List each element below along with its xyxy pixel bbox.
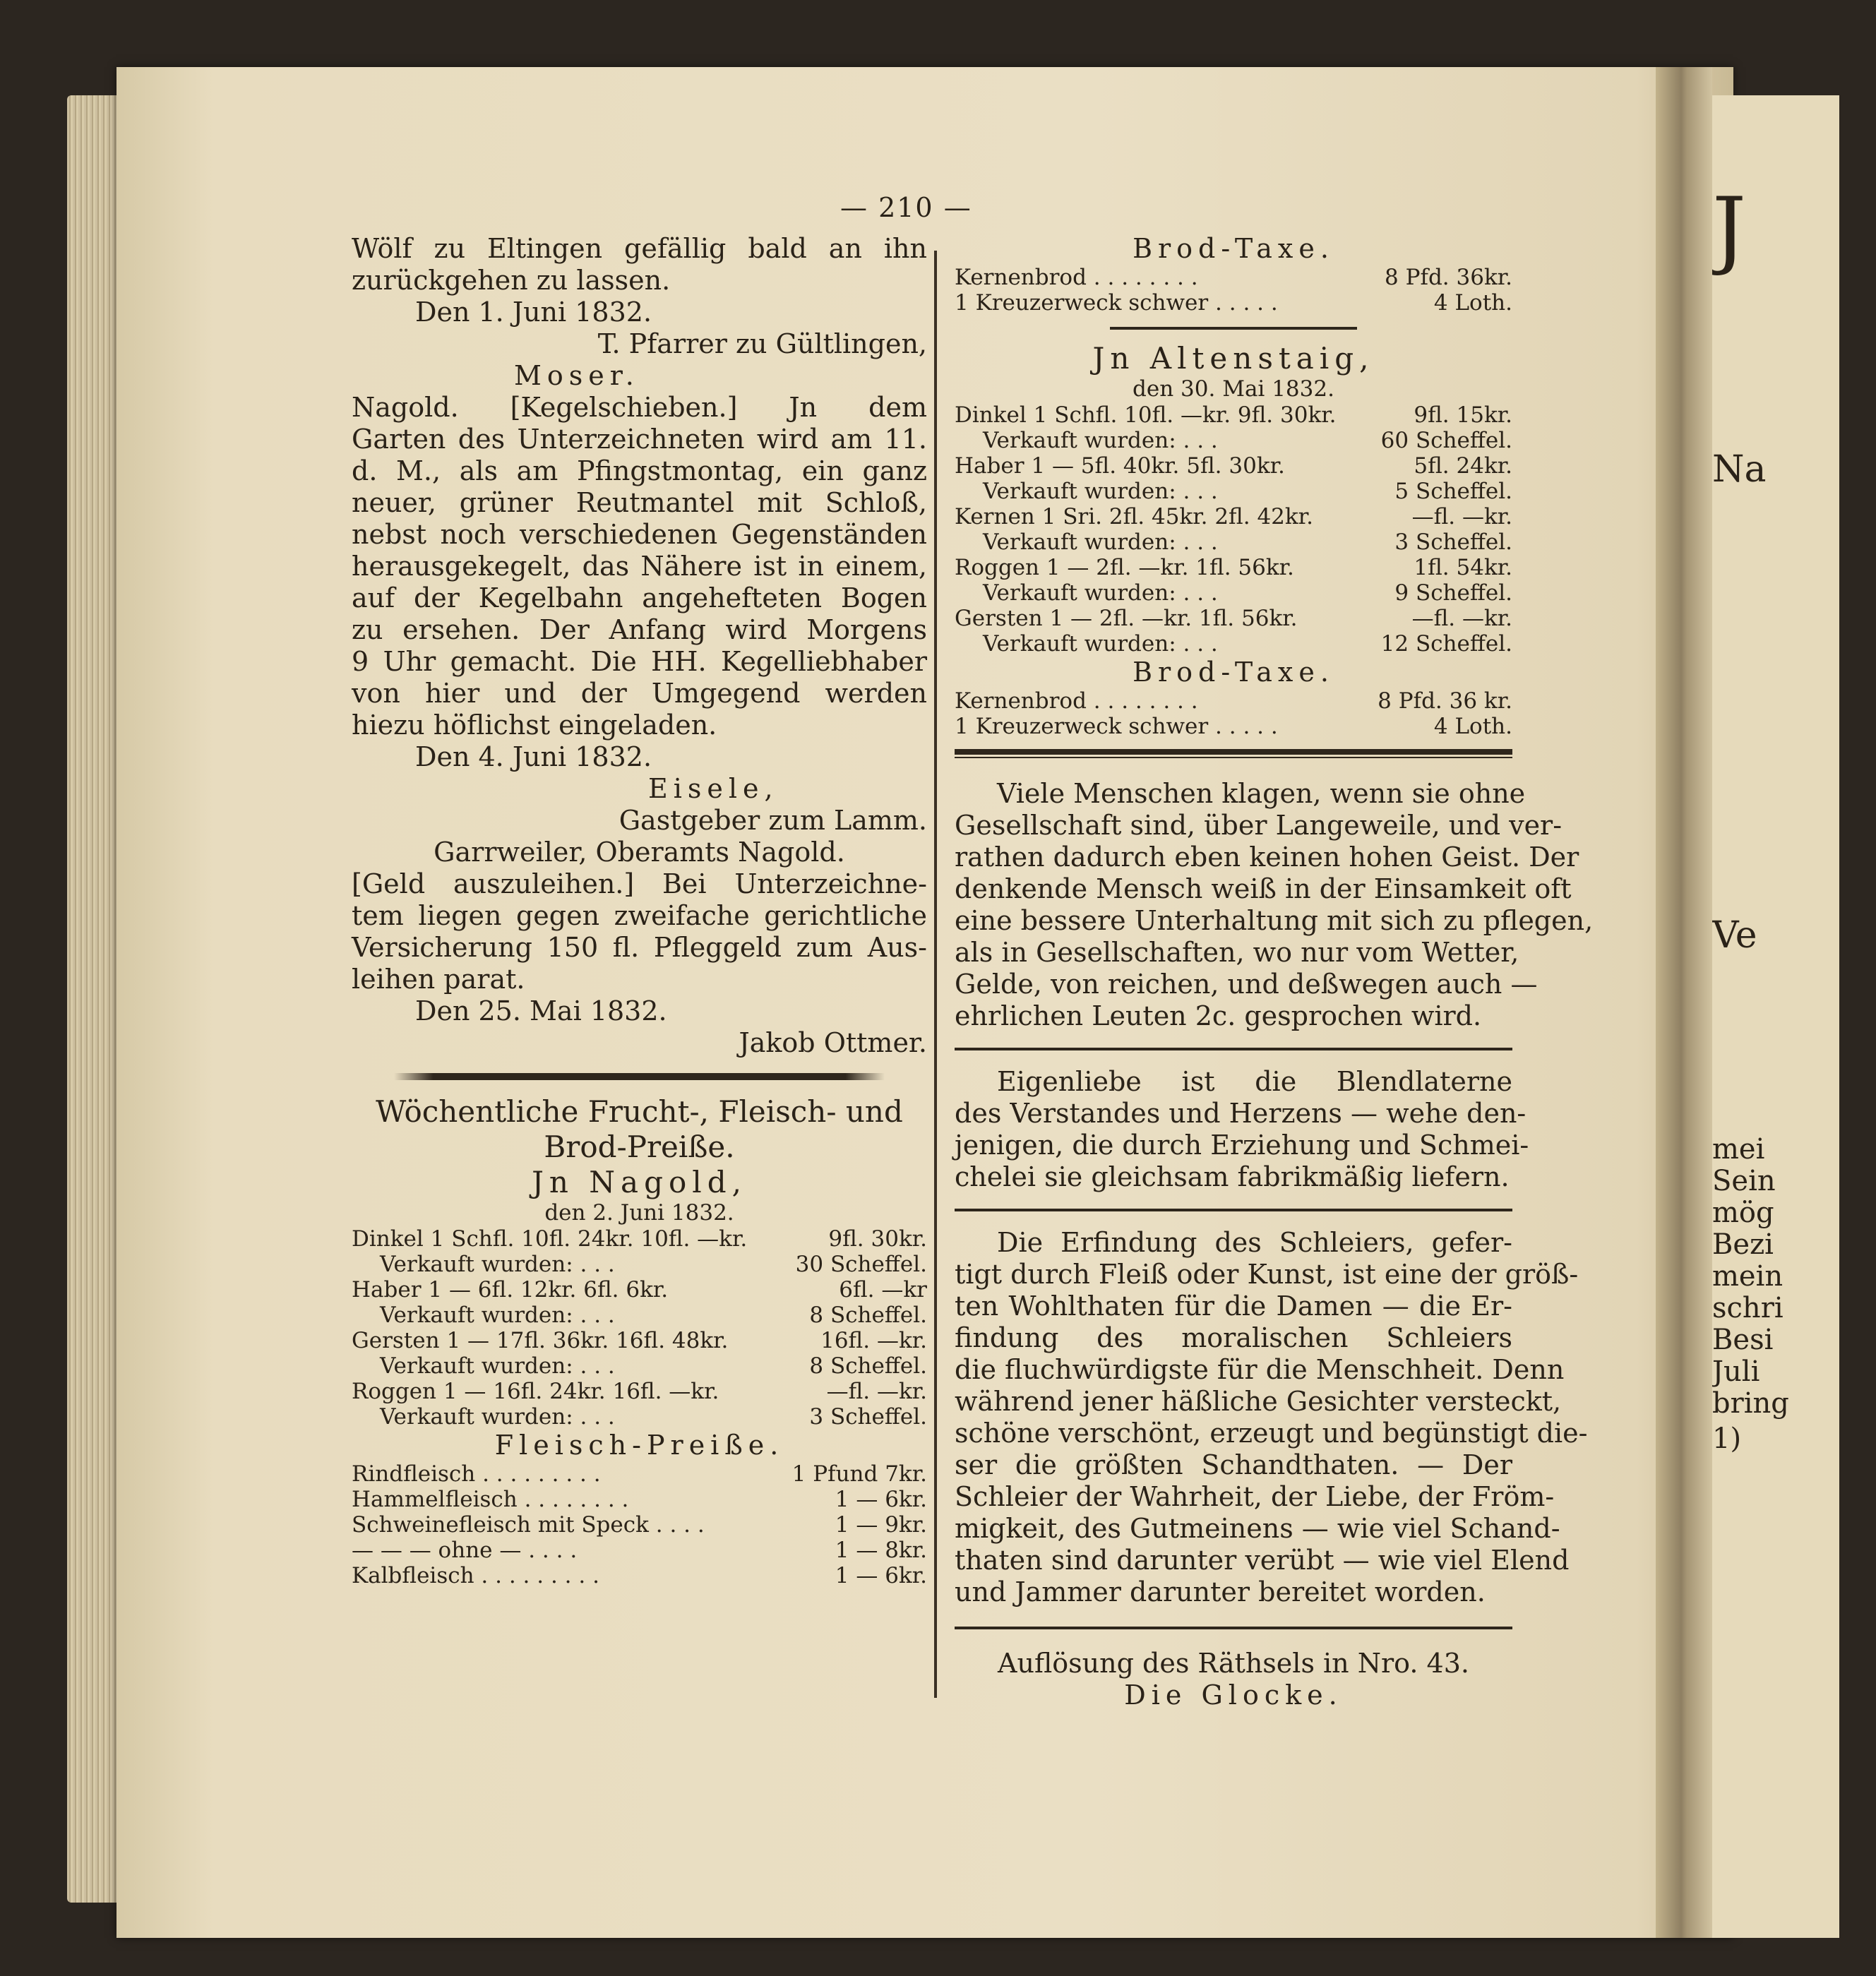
text-line: schöne verschönt, erzeugt und begünstigt die- <box>955 1418 1588 1449</box>
price-row <box>955 453 1512 479</box>
brod-label: Kernenbrod . . . . . . . . <box>955 688 1198 714</box>
meat-heading: Fleisch-Preiße. <box>494 1430 784 1461</box>
next-page-fragment: schri <box>1712 1292 1784 1324</box>
divider-rule <box>955 1627 1512 1629</box>
price-row <box>352 1303 927 1328</box>
signature-name: Moser. <box>514 360 640 391</box>
text-line: Garrweiler, Oberamts Nagold. <box>434 837 845 868</box>
meat-row <box>352 1487 927 1512</box>
book-gutter <box>1656 67 1712 1938</box>
text-line: d. M., als am Pfingstmontag, ein ganz <box>352 455 927 486</box>
price-value: 30 Scheffel. <box>795 1252 927 1277</box>
price-row <box>352 1252 927 1277</box>
divider-rule <box>955 1209 1512 1211</box>
brod-label: 1 Kreuzerweck schwer . . . . . <box>955 714 1278 739</box>
divider-rule <box>955 1048 1512 1050</box>
left-column <box>352 233 927 1588</box>
price-label: Verkauft wurden: . . . <box>983 479 1218 504</box>
price-value: 16fl. —kr. <box>820 1328 927 1353</box>
text-line: jenigen, die durch Erziehung und Schmei- <box>955 1130 1529 1161</box>
text-line: Nagold. [Kegelschieben.] Jn dem <box>352 392 927 423</box>
text-line: denkende Mensch weiß in der Einsamkeit oft <box>955 873 1572 904</box>
next-page-fragment: mei <box>1712 1133 1765 1166</box>
signature-name: Eisele, <box>648 773 779 804</box>
signature-name: Jakob Ottmer. <box>739 1027 927 1058</box>
price-row <box>955 631 1512 657</box>
price-label: Kernen 1 Sri. 2fl. 45kr. 2fl. 42kr. <box>955 504 1313 529</box>
text-line: leihen parat. <box>352 964 525 995</box>
price-label: Roggen 1 — 16fl. 24kr. 16fl. —kr. <box>352 1379 719 1404</box>
price-row <box>955 529 1512 555</box>
next-page-fragment: Besi <box>1712 1324 1774 1356</box>
text-line: [Geld auszuleihen.] Bei Unterzeichne- <box>352 868 927 899</box>
price-row <box>352 1226 927 1252</box>
text-line: 9 Uhr gemacht. Die HH. Kegelliebhaber <box>352 646 927 677</box>
meat-row <box>352 1538 927 1563</box>
price-label: Verkauft wurden: . . . <box>983 428 1218 453</box>
price-value: 60 Scheffel. <box>1380 428 1512 453</box>
meat-value: 1 — 8kr. <box>835 1538 927 1563</box>
price-row <box>955 479 1512 504</box>
text-line: Gesellschaft sind, über Langeweile, und ver- <box>955 810 1563 841</box>
next-page-strip <box>1712 95 1839 1938</box>
price-label: Dinkel 1 Schfl. 10fl. —kr. 9fl. 30kr. <box>955 402 1337 428</box>
text-line: migkeit, des Gutmeinens — wie viel Schand- <box>955 1513 1560 1544</box>
riddle-answer: Die Glocke. <box>1124 1679 1343 1711</box>
price-value: —fl. —kr. <box>1411 504 1512 529</box>
price-value: 1fl. 54kr. <box>1414 555 1512 580</box>
next-page-fragment: Sein <box>1712 1165 1776 1197</box>
text-line: des Verstandes und Herzens — wehe den- <box>955 1098 1527 1129</box>
brod-label: Kernenbrod . . . . . . . . <box>955 265 1198 290</box>
brod-row <box>955 714 1512 739</box>
signature-line: T. Pfarrer zu Gültlingen, <box>597 328 927 359</box>
meat-value: 1 — 6kr. <box>835 1487 927 1512</box>
date-line: Den 4. Juni 1832. <box>415 741 652 772</box>
brod-heading: Brod-Taxe. <box>1133 657 1334 688</box>
text-line: Versicherung 150 fl. Pfleggeld zum Aus- <box>352 932 927 963</box>
price-label: Verkauft wurden: . . . <box>983 580 1218 606</box>
price-label: Gersten 1 — 17fl. 36kr. 16fl. 48kr. <box>352 1328 729 1353</box>
price-row <box>352 1277 927 1303</box>
price-label: Roggen 1 — 2fl. —kr. 1fl. 56kr. <box>955 555 1294 580</box>
text-line: Die Erfindung des Schleiers, gefer- <box>997 1227 1512 1258</box>
text-line: thaten sind darunter verübt — wie viel Elend <box>955 1545 1570 1576</box>
text-line: auf der Kegelbahn angehefteten Bogen <box>352 582 927 613</box>
brod-value: 4 Loth. <box>1433 714 1512 739</box>
text-line: Eigenliebe ist die Blendlaterne <box>997 1066 1512 1097</box>
column-divider <box>934 251 937 1698</box>
market-date: den 30. Mai 1832. <box>1133 376 1334 402</box>
meat-value: 1 — 6kr. <box>835 1563 927 1588</box>
text-line: rathen dadurch eben keinen hohen Geist. Der <box>955 842 1579 873</box>
text-line: und Jammer darunter bereitet worden. <box>955 1576 1486 1607</box>
price-row <box>955 555 1512 580</box>
date-line: Den 25. Mai 1832. <box>415 995 667 1026</box>
price-row <box>955 402 1512 428</box>
price-row <box>955 580 1512 606</box>
price-row <box>352 1353 927 1379</box>
text-line: hiezu höflichst eingeladen. <box>352 709 717 741</box>
right-column <box>955 233 1594 1711</box>
price-value: 5fl. 24kr. <box>1414 453 1512 479</box>
text-line: tem liegen gegen zweifache gerichtliche <box>352 900 927 931</box>
next-page-fragment: 1) <box>1712 1423 1742 1455</box>
text-line: Schleier der Wahrheit, der Liebe, der Fröm- <box>955 1481 1555 1512</box>
price-value: —fl. —kr. <box>1411 606 1512 631</box>
price-row <box>352 1328 927 1353</box>
text-line: neuer, grüner Reutmantel mit Schloß, <box>352 487 927 518</box>
signature-line: Gastgeber zum Lamm. <box>619 805 927 836</box>
brod-row <box>955 688 1512 714</box>
text-line: ten Wohlthaten für die Damen — die Er- <box>955 1291 1512 1322</box>
text-line: Gelde, von reichen, und deßwegen auch — <box>955 969 1538 1000</box>
next-page-fragment: mög <box>1712 1197 1774 1229</box>
brod-label: 1 Kreuzerweck schwer . . . . . <box>955 290 1278 316</box>
text-line: ehrlichen Leuten 2c. gesprochen wird. <box>955 1000 1482 1031</box>
text-line: eine bessere Unterhaltung mit sich zu pflegen, <box>955 905 1594 936</box>
price-label: Verkauft wurden: . . . <box>380 1353 615 1379</box>
price-value: —fl. —kr. <box>826 1379 927 1404</box>
price-value: 9 Scheffel. <box>1394 580 1512 606</box>
price-label: Verkauft wurden: . . . <box>380 1404 615 1430</box>
price-value: 6fl. —kr <box>839 1277 927 1303</box>
price-label: Gersten 1 — 2fl. —kr. 1fl. 56kr. <box>955 606 1298 631</box>
price-label: Verkauft wurden: . . . <box>983 631 1218 657</box>
price-value: 8 Scheffel. <box>809 1353 927 1379</box>
price-value: 12 Scheffel. <box>1380 631 1512 657</box>
brod-heading: Brod-Taxe. <box>1133 233 1334 264</box>
text-line: Viele Menschen klagen, wenn sie ohne <box>997 778 1526 809</box>
price-label: Verkauft wurden: . . . <box>380 1303 615 1328</box>
text-line: die fluchwürdigste für die Menschheit. Denn <box>955 1354 1565 1385</box>
text-line: findung des moralischen Schleiers <box>955 1322 1512 1353</box>
text-line: Garten des Unterzeichneten wird am 11. <box>352 424 927 455</box>
price-value: 9fl. 30kr. <box>828 1226 927 1252</box>
price-value: 5 Scheffel. <box>1394 479 1512 504</box>
next-page-fragment: Ve <box>1712 914 1757 957</box>
text-line: herausgekegelt, das Nähere ist in einem, <box>352 551 927 582</box>
price-label: Haber 1 — 6fl. 12kr. 6fl. 6kr. <box>352 1277 669 1303</box>
meat-label: Schweinefleisch mit Speck . . . . <box>352 1512 705 1538</box>
price-label: Verkauft wurden: . . . <box>983 529 1218 555</box>
next-page-fragment: mein <box>1712 1260 1784 1293</box>
next-page-fragment: Juli <box>1712 1355 1760 1388</box>
section-title: Brod-Preiße. <box>544 1130 735 1164</box>
text-line: Wölf zu Eltingen gefällig bald an ihn <box>352 233 927 264</box>
page-number: — 210 — <box>840 192 972 223</box>
text-line: chelei sie gleichsam fabrikmäßig liefern. <box>955 1161 1510 1192</box>
text-line: von hier und der Umgegend werden <box>352 678 927 709</box>
price-value: 3 Scheffel. <box>809 1404 927 1430</box>
page-edges <box>67 95 124 1903</box>
meat-value: 1 — 9kr. <box>835 1512 927 1538</box>
meat-label: Kalbfleisch . . . . . . . . . <box>352 1563 599 1588</box>
meat-row <box>352 1512 927 1538</box>
meat-row <box>352 1461 927 1487</box>
price-row <box>955 504 1512 529</box>
price-row <box>352 1404 927 1430</box>
price-row <box>352 1379 927 1404</box>
text-line: zu ersehen. Der Anfang wird Morgens <box>352 614 927 645</box>
market-heading: Jn Altenstaig, <box>1092 341 1375 376</box>
meat-label: — — — ohne — . . . . <box>352 1538 578 1563</box>
price-value: 8 Scheffel. <box>809 1303 927 1328</box>
market-date: den 2. Juni 1832. <box>544 1200 734 1226</box>
brod-row <box>955 265 1512 290</box>
market-heading: Jn Nagold, <box>532 1165 747 1199</box>
next-page-fragment: bring <box>1712 1387 1789 1420</box>
price-label: Verkauft wurden: . . . <box>380 1252 615 1277</box>
price-value: 9fl. 15kr. <box>1414 402 1512 428</box>
meat-label: Hammelfleisch . . . . . . . . <box>352 1487 629 1512</box>
section-title: Wöchentliche Frucht-, Fleisch- und <box>376 1094 903 1129</box>
price-label: Dinkel 1 Schfl. 10fl. 24kr. 10fl. —kr. <box>352 1226 748 1252</box>
ornamental-rule <box>394 1073 885 1080</box>
meat-row <box>352 1563 927 1588</box>
next-page-fragment: J <box>1712 180 1747 278</box>
brod-row <box>955 290 1512 316</box>
date-line: Den 1. Juni 1832. <box>415 297 652 328</box>
text-line: als in Gesellschaften, wo nur vom Wetter, <box>955 937 1519 968</box>
short-rule <box>1110 327 1357 330</box>
double-rule <box>955 749 1512 758</box>
meat-value: 1 Pfund 7kr. <box>791 1461 927 1487</box>
riddle-title: Auflösung des Räthsels in Nro. 43. <box>998 1648 1469 1679</box>
next-page-fragment: Na <box>1712 448 1767 491</box>
brod-value: 8 Pfd. 36 kr. <box>1378 688 1512 714</box>
price-row <box>955 428 1512 453</box>
price-row <box>955 606 1512 631</box>
price-label: Haber 1 — 5fl. 40kr. 5fl. 30kr. <box>955 453 1285 479</box>
brod-value: 4 Loth. <box>1433 290 1512 316</box>
text-line: während jener häßliche Gesichter versteckt, <box>955 1386 1562 1417</box>
text-line: tigt durch Fleiß oder Kunst, ist eine der größ- <box>955 1259 1579 1290</box>
brod-value: 8 Pfd. 36kr. <box>1385 265 1512 290</box>
meat-label: Rindfleisch . . . . . . . . . <box>352 1461 601 1487</box>
text-line: zurückgehen zu lassen. <box>352 265 671 296</box>
next-page-fragment: Bezi <box>1712 1228 1774 1261</box>
text-line: nebst noch verschiedenen Gegenständen <box>352 519 927 550</box>
text-line: ser die größten Schandthaten. — Der <box>955 1449 1512 1480</box>
price-value: 3 Scheffel. <box>1394 529 1512 555</box>
